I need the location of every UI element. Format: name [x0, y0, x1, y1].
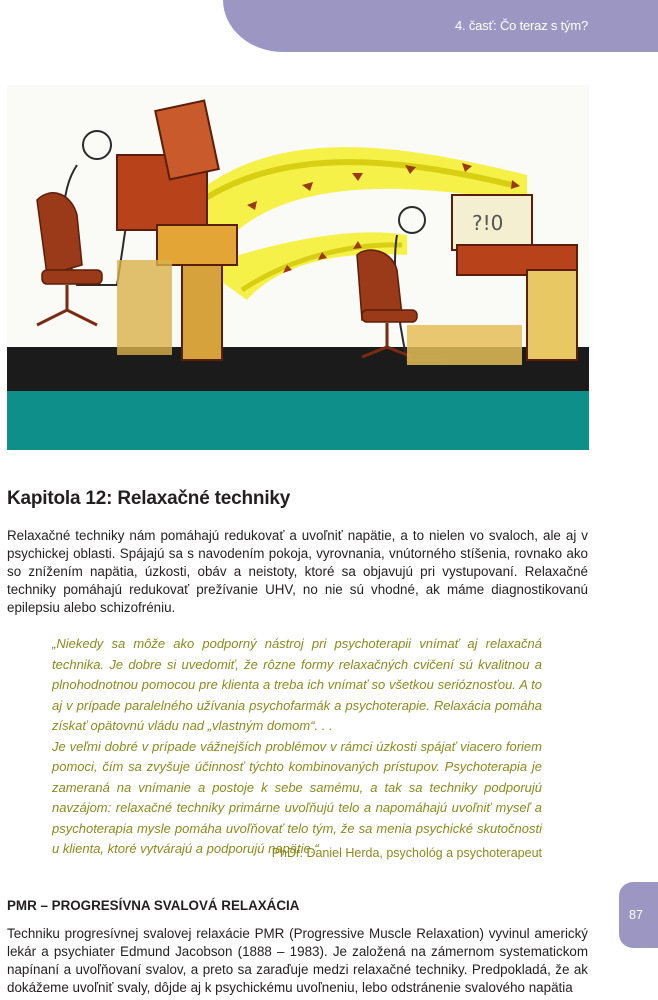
quote-paragraph-2: Je veľmi dobré v prípade vážnejších problémov v rámci úzkosti spájať viacero foriem pomoci, čím sa zvyšuje účinnosť týchto kombinovaných prístupov. Psychoterapia je zameraná na vnímanie a postoje k sebe samému, a tak sa techniky podporujú navzájom: relaxačné techniky primárne uvoľňujú telo a napomáhajú uvoľniť myseľ a psychoterapia mysle pomáha uvoľňovať telo tým, že sa menia psychické skutočnosti u klienta, ktoré vytvárajú a podporujú napätie.“: [52, 738, 542, 856]
section-header: 4. časť: Čo teraz s tým?: [454, 18, 588, 33]
pmr-text: Techniku progresívnej svalovej relaxácie PMR (Progressive Muscle Relaxation) vyvinul americký lekár a psychiater Edmund Jacobson (1888 – 1983). Je založená na zámernom systematickom napínaní a uvoľňovaní svalov, a preto sa zaraďuje medzi relaxačné techniky. Predpokladá, že ak dokážeme uvoľniť svaly, dôjde aj k psychickému uvoľneniu, lebo odstránenie svalového napätia: [7, 926, 588, 995]
header-tab: [223, 0, 658, 52]
chapter-title: Kapitola 12: Relaxačné techniky: [7, 488, 291, 509]
expert-quote: [52, 634, 542, 860]
pmr-heading: PMR – PROGRESÍVNA SVALOVÁ RELAXÁCIA: [7, 898, 300, 913]
relaxation-illustration: [7, 85, 589, 450]
page-number: 87: [629, 908, 643, 922]
monitor-text: ?!0: [472, 211, 504, 235]
quote-paragraph-1: „Niekedy sa môže ako podporný nástroj pri psychoterapii vnímať aj relaxačná technika. Je dobre si uvedomiť, že rôzne formy relaxačných cvičení sú kvalitnou a plnohodnotnou pomocou pre klienta a treba ich vnímať so všetkou serióznosťou. A to aj v prípade paralelného užívania psychofarmák a psychoterapie. Relaxácia pomáha získať opätovnú vládu nad „vlastným domom“. . .: [52, 636, 542, 733]
chapter-intro: Relaxačné techniky nám pomáhajú redukovať a uvoľniť napätie, a to nielen vo svaloch, ale aj v psychickej oblasti. Spájajú sa s navodením pokoja, vyrovnania, vnútorného stíšenia, rovnako ako so znížením napätia, úzkosti, obáv a neistoty, ktoré sa objavujú pri vystupovaní. Relaxačné techniky pomáhajú redukovať prežívanie UHV, no nie sú vhodné, ak máme diagnostikovanú epilepsiu alebo schizofréniu.: [7, 528, 588, 615]
quote-author: PhDr. Daniel Herda, psychológ a psychoterapeut: [271, 846, 542, 860]
